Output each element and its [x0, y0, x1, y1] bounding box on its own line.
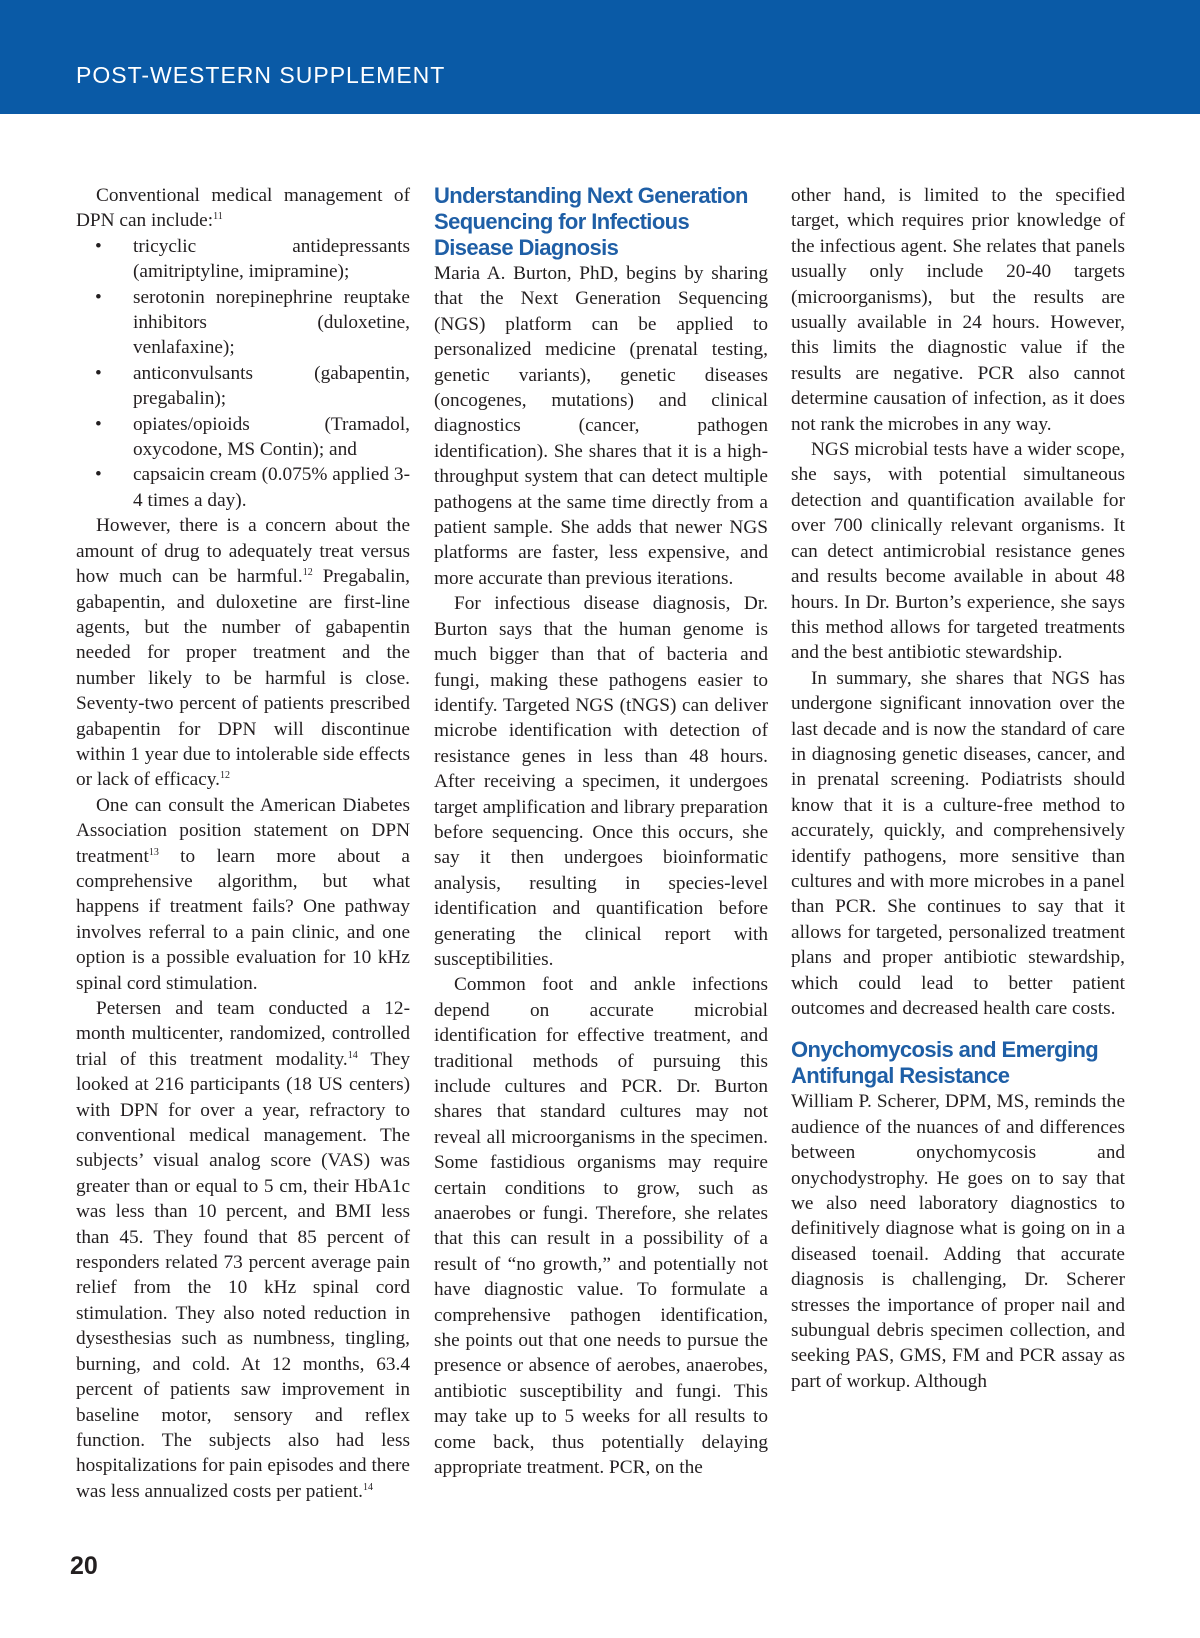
reference-sup: 13	[148, 846, 159, 858]
paragraph-text: One can consult the American Diabetes Association position statement on DPN treatment	[76, 794, 410, 867]
paragraph: In summary, she shares that NGS has undergone significant innovation over the last decade and is now the standard of care in diagnosing genetic diseases, cancer, and in prenatal screening. Podiatrists should know that it is a culture-free method to accurately, quickly, and comprehensively identify pathogens, more sensitive than cultures and with more microbes in a panel than PCR. She continues to say that it allows for targeted, personalized treatment plans and proper antibiotic stewardship, which could lead to better patient outcomes and decreased health care costs.	[791, 667, 1125, 1019]
reference-sup: 11	[213, 211, 223, 223]
header-bar	[0, 0, 1200, 114]
paragraph	[76, 996, 410, 1504]
bullet-list	[76, 234, 410, 513]
column-2	[434, 183, 768, 1481]
section-title: POST-WESTERN SUPPLEMENT	[76, 62, 446, 88]
paragraph-text: Petersen and team conducted a 12-month multicenter, randomized, controlled trial of this treatment modality.	[76, 998, 410, 1070]
paragraph-text: They looked at 216 participants (18 US centers) with DPN for over a year, refractory to conventional medical management. The subjects’ visual analog score (VAS) was greater than or equal to 5 cm, their HbA1c was less than 10 percent, and BMI less than 45. They found that 85 percent of responders related 73 percent average pain relief from the 10 kHz spinal cord stimulation. They also noted reduction in dysesthesias such as numbness, tingling, burning, and cold. At 12 months, 63.4 percent of patients saw improvement in baseline motor, sensory and reflex function. The subjects also had less hospitalizations for pain episodes and there was less annualized costs per patient.	[76, 1048, 411, 1502]
list-item: • anticonvulsants (gabapentin, pregabalin);	[76, 361, 410, 412]
list-item: • opiates/opioids (Tramadol, oxycodone, MS Contin); and	[76, 412, 410, 463]
paragraph	[76, 513, 410, 792]
section-heading-onychomycosis: Onychomycosis and Emerging Antifungal Resistance	[791, 1037, 1099, 1089]
reference-sup: 14	[363, 1481, 373, 1493]
section-heading-ngs: Understanding Next Generation Sequencing for Infectious Disease Diagnosis	[434, 183, 748, 260]
list-item: • capsaicin cream (0.075% applied 3-4 times a day).	[76, 462, 410, 513]
paragraph-intro	[76, 183, 410, 234]
paragraph-text: Pregabalin, gabapentin, and duloxetine are first-line agents, but the number of gabapentin needed for proper treatment and the number likely to be harmful is close. Seventy-two percent of patients prescribed gabapentin for DPN will discontinue within 1 year due to intolerable side effects or lack of efficacy.	[76, 566, 410, 791]
paragraph: Maria A. Burton, PhD, begins by sharing that the Next Generation Sequencing (NGS) platform can be applied to personalized medicine (prenatal testing, genetic variants), genetic diseases (oncogenes, mutations) and clinical diagnostics (cancer, pathogen identification). She shares that it is a high-throughput system that can detect multiple pathogens at the same time directly from a patient sample. She adds that newer NGS platforms are faster, less expensive, and more accurate than previous iterations.	[434, 263, 768, 589]
paragraph: William P. Scherer, DPM, MS, reminds the audience of the nuances of and differences between onychomycosis and onychodystrophy. He goes on to say that we also need laboratory diagnostics to definitively diagnose what is going on in a diseased toenail. Adding that accurate diagnosis is challenging, Dr. Scherer stresses the importance of proper nail and subungual debris specimen collection, and seeking PAS, GMS, FM and PCR assay as part of workup. Although	[791, 1091, 1125, 1392]
intro-text: Conventional medical management of DPN can include:	[76, 185, 410, 232]
paragraph-text: to learn more about a comprehensive algorithm, but what happens if treatment fails? One pathway involves referral to a pain clinic, and one option is a possible evaluation for 10 kHz spinal cord stimulation.	[76, 845, 410, 994]
list-item: • tricyclic antidepressants (amitriptyline, imipramine);	[76, 234, 410, 285]
paragraph: Common foot and ankle infections depend on accurate microbial identification for effective treatment, and traditional methods of pursuing this include cultures and PCR. Dr. Burton shares that standard cultures may not reveal all microorganisms in the specimen. Some fastidious organisms may require certain conditions to grow, such as anaerobes or fungi. Therefore, she relates that this can result in a possibility of a result of “no growth,” and potentially not have diagnostic value. To formulate a comprehensive pathogen identification, she points out that one needs to pursue the presence or absence of aerobes, anaerobes, antibiotic susceptibility and fungi. This may take up to 5 weeks for all results to come back, thus potentially delaying appropriate treatment. PCR, on the	[434, 974, 768, 1479]
column-1	[76, 183, 410, 1504]
paragraph: other hand, is limited to the specified target, which requires prior knowledge of the infectious agent. She relates that panels usually only include 20-40 targets (microorganisms), but the results are usually available in 24 hours. However, this limits the diagnostic value if the results are negative. PCR also cannot determine causation of infection, as it does not rank the microbes in any way.	[791, 185, 1125, 435]
column-3	[791, 183, 1125, 1394]
paragraph: NGS microbial tests have a wider scope, she says, with potential simultaneous detection and quantification available for over 700 clinically relevant organisms. It can detect antimicrobial resistance genes and results become available in about 48 hours. In Dr. Burton’s experience, she says this method allows for targeted treatments and the best antibiotic stewardship.	[791, 439, 1125, 664]
paragraph-text: However, there is a concern about the amount of drug to adequately treat versus how much can be harmful.	[76, 515, 410, 588]
paragraph: For infectious disease diagnosis, Dr. Burton says that the human genome is much bigger than that of bacteria and fungi, making these pathogens easier to identify. Targeted NGS (tNGS) can deliver microbe identification with detection of resistance genes in less than 48 hours. After receiving a specimen, it undergoes target amplification and library preparation before sequencing. Once this occurs, she say it then undergoes bioinformatic analysis, resulting in species-level identification and quantification before generating the clinical report with susceptibilities.	[434, 593, 768, 970]
reference-sup: 12	[302, 567, 313, 579]
reference-sup: 14	[347, 1049, 358, 1061]
paragraph	[76, 793, 410, 996]
page-number: 20	[70, 1552, 98, 1580]
list-item: • serotonin norepinephrine reuptake inhibitors (duloxetine, venlafaxine);	[76, 285, 410, 361]
reference-sup: 12	[220, 770, 230, 782]
